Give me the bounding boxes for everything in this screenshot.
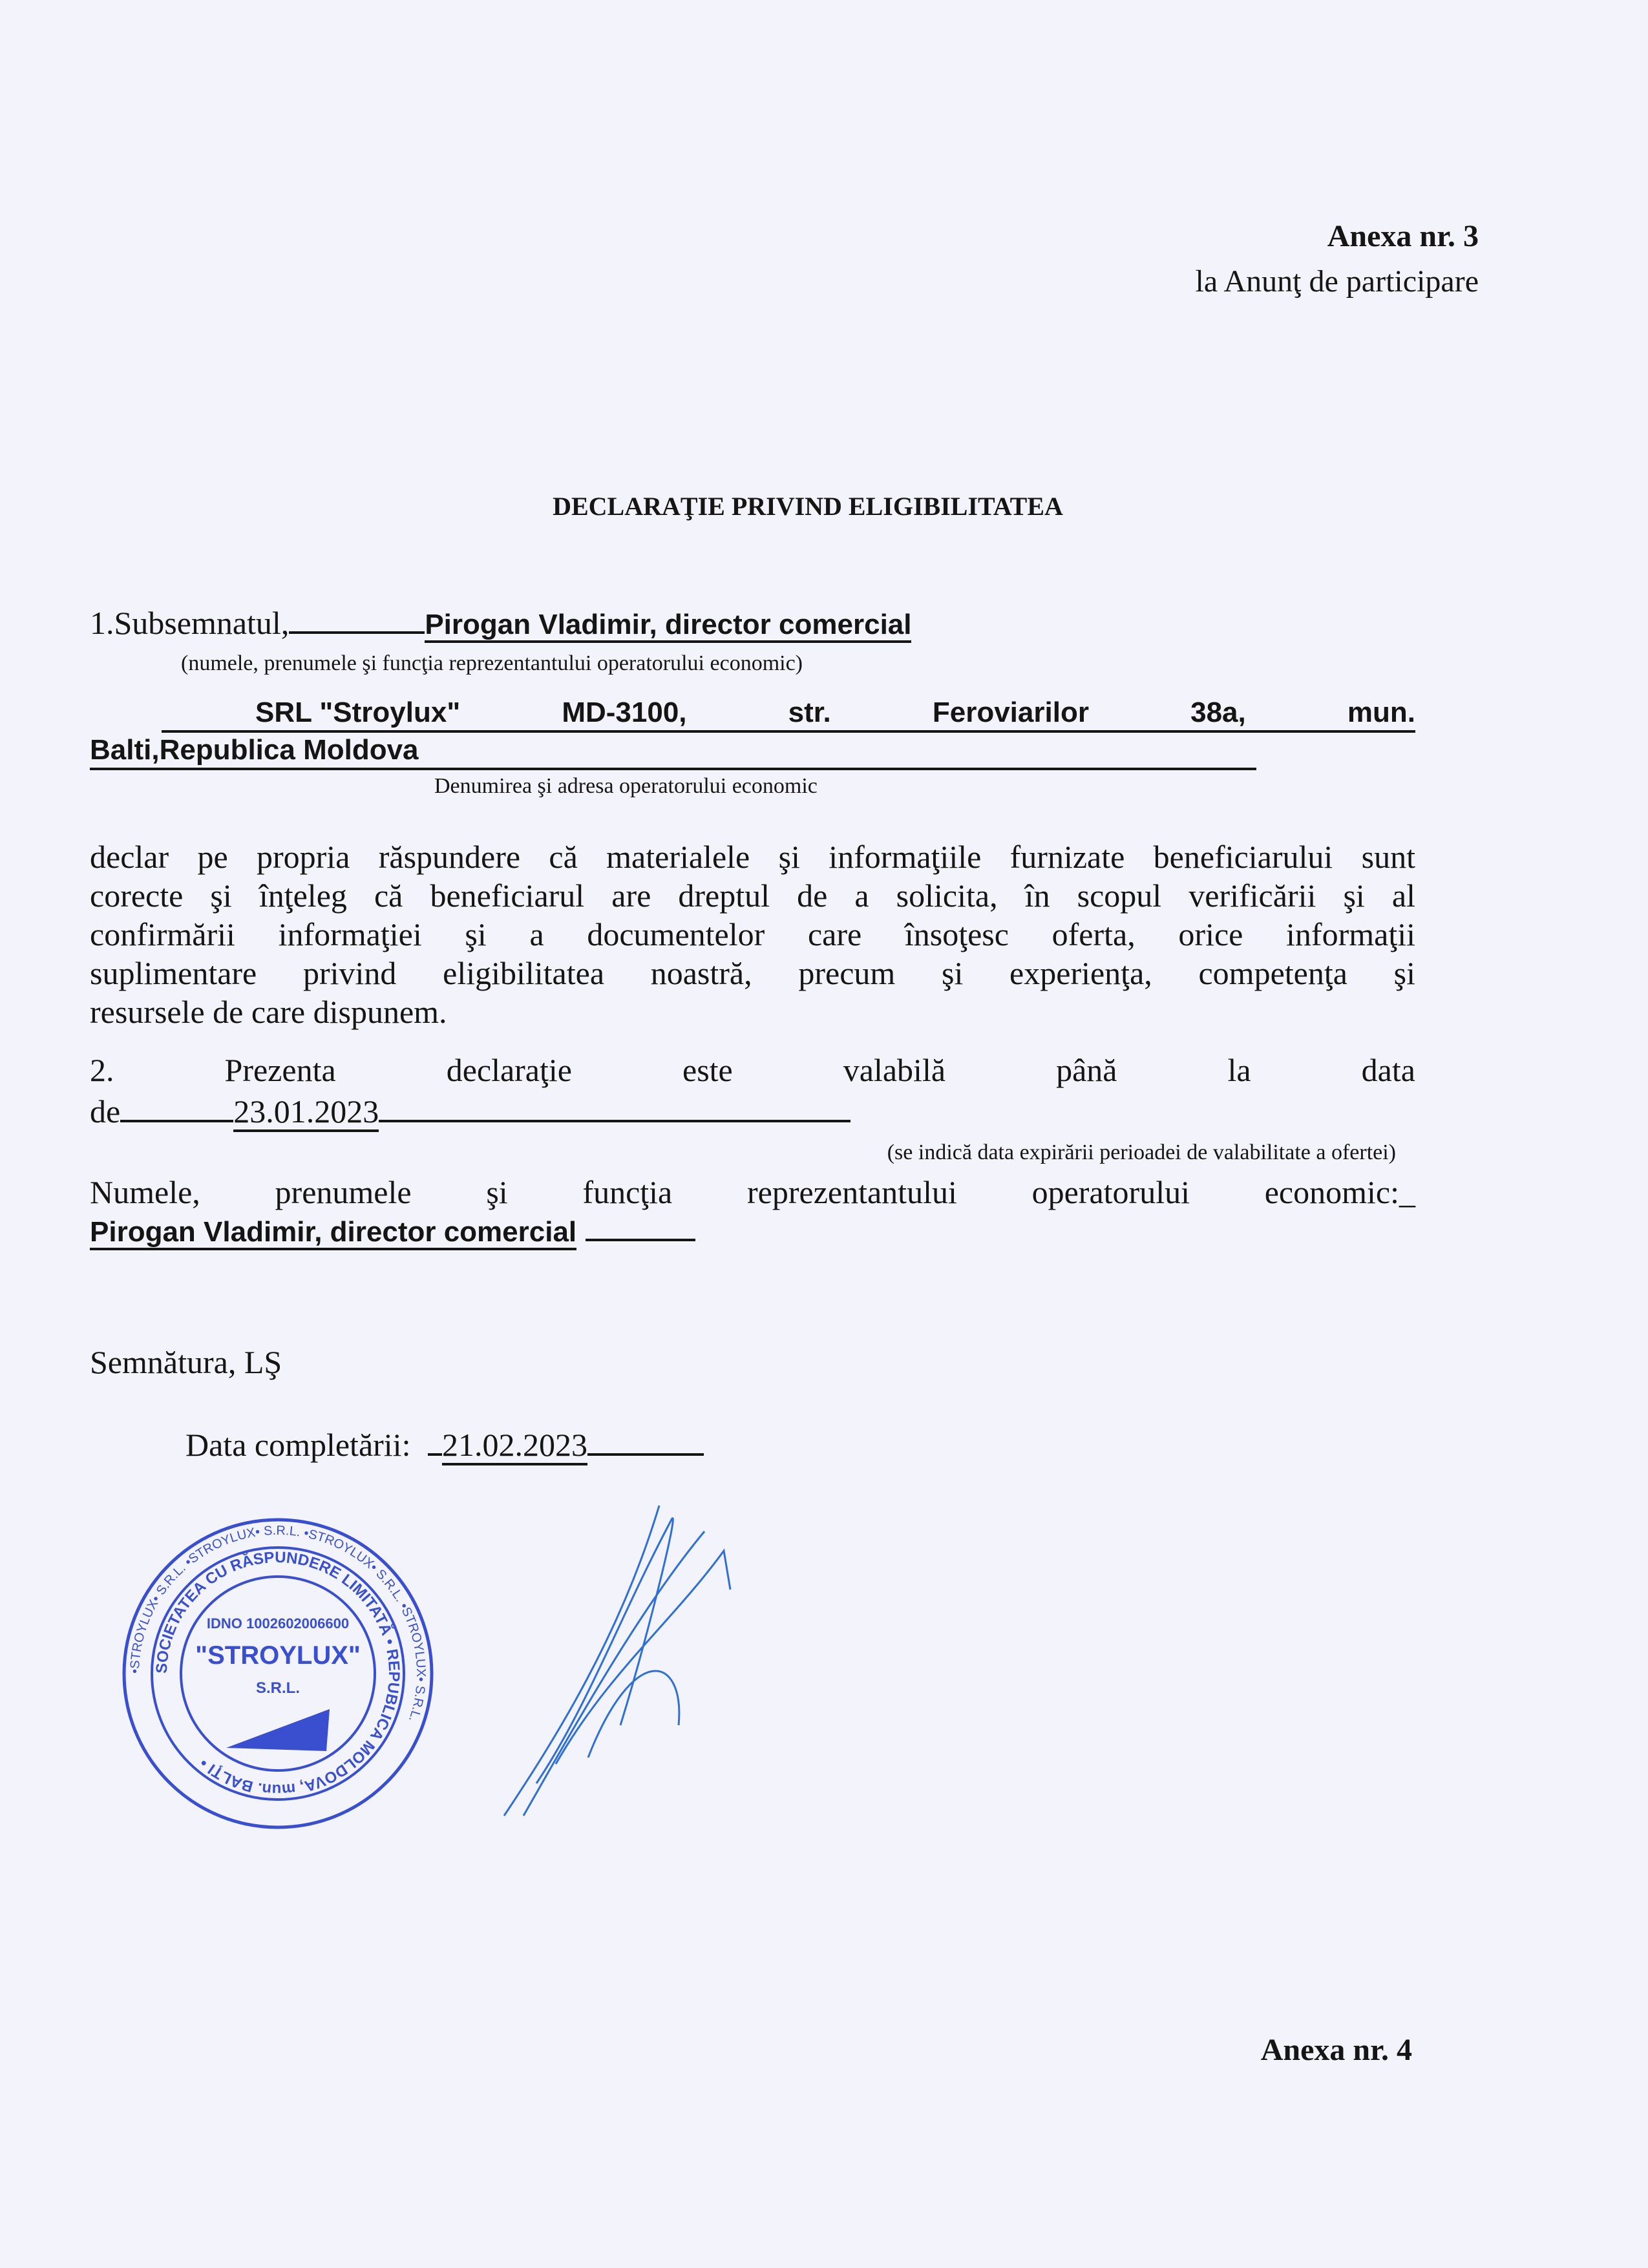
blank-line <box>289 631 425 634</box>
blank-line <box>379 1120 850 1122</box>
completion-date-line <box>185 1425 704 1464</box>
declaration-line: declar pe propria răspundere că materialele şi informaţiile furnizate beneficiarului sunt <box>90 839 1415 875</box>
declaration-line: resursele de care dispunem. <box>90 994 447 1030</box>
representative-label: Numele, prenumele şi funcţia reprezentantului operatorului economic:_ <box>90 1174 1415 1210</box>
validity-word: până <box>1056 1052 1117 1088</box>
subsemnatul-line <box>90 604 911 642</box>
declaration-line: corecte şi înţeleg că beneficiarul are dreptul de a solicita, în scopul verificării şi al <box>90 877 1415 914</box>
validity-date: 23.01.2023 <box>233 1093 379 1132</box>
representative-value: Pirogan Vladimir, director comercial <box>90 1216 576 1250</box>
completion-date-label: Data completării: <box>185 1427 411 1463</box>
stamp-center-text: "STROYLUX" <box>195 1641 361 1670</box>
signature-label: Semnătura, LŞ <box>90 1344 282 1380</box>
handwritten-signature <box>491 1493 750 1829</box>
validity-word: Prezenta <box>224 1052 336 1088</box>
company-note: Denumirea şi adresa operatorului economic <box>434 774 818 798</box>
representant-name: Pirogan Vladimir, director comercial <box>425 609 911 643</box>
validity-date-line <box>90 1092 850 1131</box>
company-stamp <box>97 1493 459 1854</box>
validity-date-note: (se indică data expirării perioadei de valabilitate a ofertei) <box>887 1140 1396 1164</box>
stamp-ring-text: •STROYLUX• S.R.L. •STROYLUX• S.R.L. •STROYLUX• S.R.L. •STROYLUX• S.R.L. <box>127 1523 428 1724</box>
blank-line <box>587 1453 704 1456</box>
address-part: mun. <box>1347 697 1415 728</box>
validity-word: 2. <box>90 1052 114 1088</box>
stamp-srl: S.R.L. <box>255 1679 301 1697</box>
blank-line <box>586 1239 695 1241</box>
document-title: DECLARAŢIE PRIVIND ELIGIBILITATEA <box>553 492 1063 521</box>
representative-line <box>90 1216 695 1248</box>
address-part: Feroviarilor <box>932 697 1089 728</box>
stamp-idno: IDNO 1002602006600 <box>206 1615 350 1632</box>
footer-annex: Anexa nr. 4 <box>1260 2033 1412 2067</box>
declaration-line: confirmării informaţiei şi a documentelor care însoţesc oferta, orice informaţii <box>90 916 1415 952</box>
completion-date-value: 21.02.2023 <box>442 1427 587 1465</box>
stamp-logo-triangle <box>226 1709 330 1751</box>
validity-word: declaraţie <box>446 1052 572 1088</box>
company-line <box>162 697 1415 733</box>
annex-subtitle: la Anunţ de participare <box>1195 264 1479 299</box>
subsemnatul-label: 1.Subsemnatul, <box>90 605 290 641</box>
address-part: str. <box>788 697 831 728</box>
validity-word: data <box>1361 1052 1415 1088</box>
blank-line <box>428 1453 442 1456</box>
validity-word: la <box>1227 1052 1251 1088</box>
company-address-line2: Balti,Republica Moldova <box>90 734 1256 770</box>
validity-line <box>90 1051 1415 1089</box>
validity-prefix: de <box>90 1093 121 1129</box>
validity-word: valabilă <box>843 1052 946 1088</box>
blank-line <box>120 1120 233 1122</box>
validity-word: este <box>682 1052 733 1088</box>
declaration-paragraph <box>90 837 1415 1031</box>
company-name: SRL "Stroylux" <box>255 697 461 728</box>
address-part: 38a, <box>1190 697 1246 728</box>
representant-note: (numele, prenumele şi funcţia reprezentantului operatorului economic) <box>181 651 803 675</box>
declaration-line: suplimentare privind eligibilitatea noastră, precum şi experienţa, competenţa şi <box>90 955 1415 991</box>
stamp-outer-text: SOCIETATEA CU RĂSPUNDERE LIMITATĂ • REPUBLICA MOLDOVA, mun. BALŢI • <box>153 1548 403 1799</box>
address-part: MD-3100, <box>562 697 687 728</box>
annex-number: Anexa nr. 3 <box>1327 219 1479 253</box>
